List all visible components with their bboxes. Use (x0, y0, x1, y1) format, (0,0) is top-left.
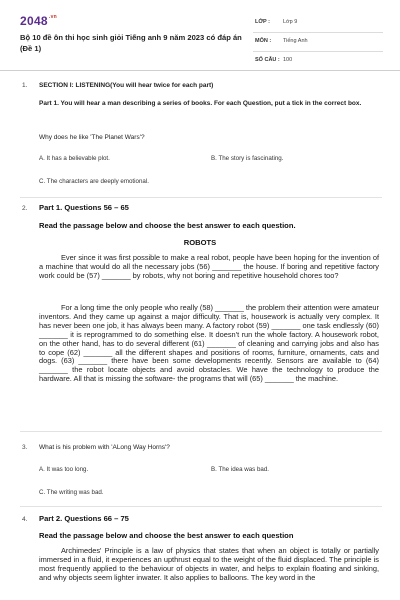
meta-row-subject (253, 33, 383, 52)
section-heading: SECTION I: LISTENING(You will hear twice for each part) (39, 82, 214, 89)
document-meta (253, 14, 383, 71)
paragraph-text: Ever since it was first possible to make a real robot, people have been hoping for the invention of a machine that would do all the necessary jobs (56) _______ the house. If boring and repetitive factory work could be (57) _______ by robots, why not boring and repetitive household chores too? (39, 253, 379, 280)
meta-label: SỐ CÂU : (255, 57, 280, 63)
passage-paragraph (39, 304, 379, 384)
option-c[interactable]: C. The characters are deeply emotional. (39, 178, 149, 185)
site-logo[interactable] (20, 14, 57, 28)
meta-label: LỚP : (255, 19, 270, 25)
meta-row-class (253, 14, 383, 33)
part-heading: Part 2. Questions 66 – 75 (39, 514, 129, 523)
option-b[interactable]: B. The idea was bad. (211, 466, 270, 473)
divider (20, 197, 382, 198)
document-title: Bộ 10 đề ôn thi học sinh giỏi Tiếng anh 9 năm 2023 có đáp án (Đề 1) (20, 33, 242, 53)
question-instruction: Part 1. You will hear a man describing a series of books. For each Question, put a tick in the correct box. (39, 100, 362, 107)
question-instruction: Read the passage below and choose the best answer to each question. (39, 221, 296, 230)
option-c[interactable]: C. The writing was bad. (39, 489, 104, 496)
part-heading: Part 1. Questions 56 – 65 (39, 203, 129, 212)
document-header (0, 0, 400, 70)
question-number: 2. (22, 205, 28, 212)
logo-main: 2048 (20, 14, 48, 28)
meta-label: MÔN : (255, 38, 272, 44)
question-text: What is his problem with 'ALong Way Horns'? (39, 444, 170, 451)
passage-title: ROBOTS (183, 238, 217, 247)
meta-row-count (253, 52, 383, 71)
divider (20, 506, 382, 507)
meta-value: 100 (283, 57, 293, 63)
question-number: 3. (22, 444, 28, 451)
option-a[interactable]: A. It was too long. (39, 466, 89, 473)
option-a[interactable]: A. It has a believable plot. (39, 155, 110, 162)
meta-value: Tiếng Anh (283, 38, 308, 44)
question-instruction: Read the passage below and choose the best answer to each question (39, 531, 294, 540)
question-text: Why does he like 'The Planet Wars'? (39, 134, 145, 141)
question-number: 4. (22, 516, 28, 523)
divider (20, 431, 382, 432)
header-divider (0, 70, 400, 71)
logo-sub: .vn (48, 14, 58, 20)
paragraph-text: Archimedes' Principle is a law of physics that states that when an object is totally or partially immersed in a fluid, it experiences an upthrust equal to the weight of the fluid displaced. The principle is most frequently applied to the behaviour of objects in water, and helps to explain floating and sinking, and why objects seem lighter inwater. It also applies to balloons. The key word in the (39, 546, 379, 582)
passage-paragraph (39, 254, 379, 281)
paragraph-text: For a long time the only people who really (58) _______ the problem their attention were amateur inventors. And they came up against a major difficulty. That is, housework is actually very complex. It has never been one job, it has always been many. A factory robot (59) _______ one task endlessly (60) _______ it is reprogrammed to do something else. It doesn't run the whole factory. A housework robot, on the other hand, has to do several different (61) _______ of cleaning and carrying jobs and also has to cope (62) _______ all the different shapes and positions of rooms, furniture, ornaments, cats and dogs. (63) _______ there have been some developments recently. Sensors are available to (64) _______ the robot locate objects and avoid obstacles. We have the technology to produce the hardware. All that is missing the software- the programs that will (65) _______ the machine. (39, 303, 379, 384)
option-b[interactable]: B. The story is fascinating. (211, 155, 284, 162)
meta-value: Lớp 9 (283, 19, 298, 25)
passage-paragraph (39, 547, 379, 583)
question-number: 1. (22, 82, 28, 89)
